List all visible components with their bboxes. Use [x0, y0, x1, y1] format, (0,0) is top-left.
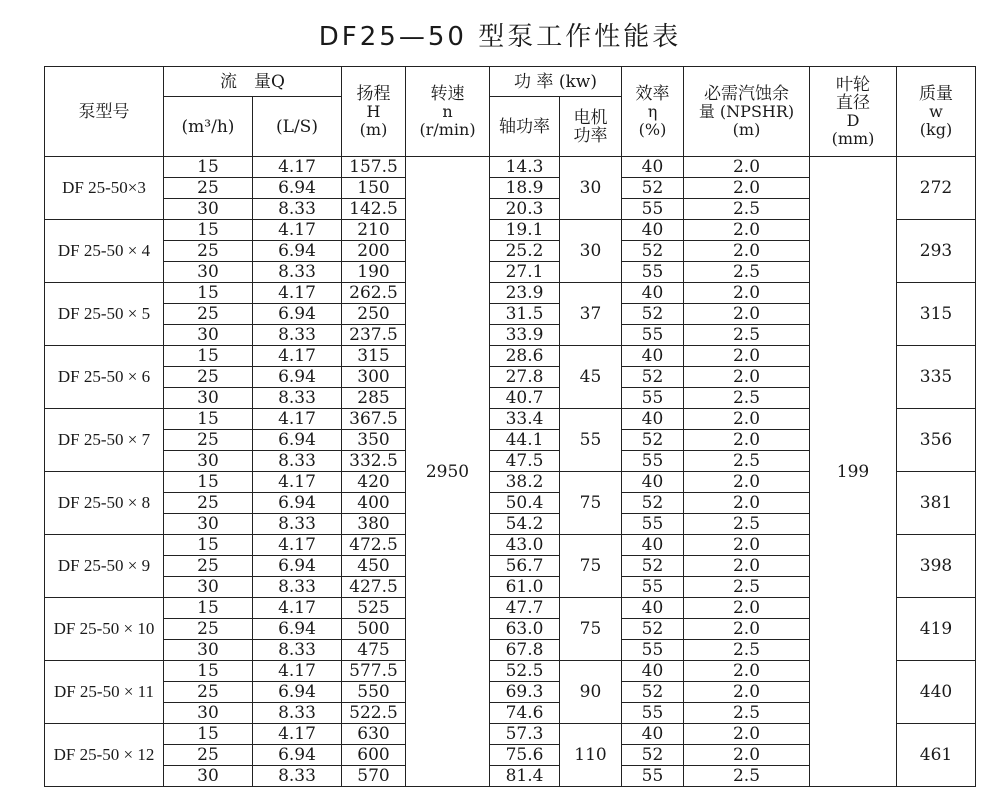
- head-cell: 150: [342, 178, 406, 199]
- npshr-cell: 2.0: [684, 724, 810, 745]
- npshr-cell: 2.0: [684, 556, 810, 577]
- shaft-power-cell: 61.0: [490, 577, 560, 598]
- flow-ls-cell: 8.33: [253, 199, 342, 220]
- header-impeller: [810, 67, 897, 157]
- npshr-cell: 2.0: [684, 472, 810, 493]
- flow-m3h-cell: 30: [164, 766, 253, 787]
- pump-model-cell: DF 25-50 × 6: [45, 346, 164, 409]
- flow-m3h-cell: 25: [164, 619, 253, 640]
- header-head-label: 扬程: [356, 83, 391, 104]
- head-cell: 630: [342, 724, 406, 745]
- motor-power-cell: 37: [560, 283, 622, 346]
- efficiency-cell: 40: [622, 409, 684, 430]
- mass-cell: 461: [897, 724, 976, 787]
- flow-ls-cell: 4.17: [253, 724, 342, 745]
- head-cell: 367.5: [342, 409, 406, 430]
- pump-model-cell: DF 25-50 × 7: [45, 409, 164, 472]
- header-head-symbol: H: [366, 101, 381, 121]
- shaft-power-cell: 23.9: [490, 283, 560, 304]
- mass-cell: 315: [897, 283, 976, 346]
- flow-ls-cell: 6.94: [253, 619, 342, 640]
- flow-ls-cell: 4.17: [253, 283, 342, 304]
- npshr-cell: 2.5: [684, 388, 810, 409]
- head-cell: 570: [342, 766, 406, 787]
- npshr-cell: 2.0: [684, 220, 810, 241]
- mass-cell: 381: [897, 472, 976, 535]
- flow-m3h-cell: 25: [164, 304, 253, 325]
- head-cell: 285: [342, 388, 406, 409]
- efficiency-cell: 40: [622, 535, 684, 556]
- npshr-cell: 2.0: [684, 283, 810, 304]
- head-cell: 420: [342, 472, 406, 493]
- head-cell: 210: [342, 220, 406, 241]
- flow-m3h-cell: 15: [164, 472, 253, 493]
- motor-power-cell: 90: [560, 661, 622, 724]
- head-cell: 475: [342, 640, 406, 661]
- header-shaft-power: 轴功率: [490, 97, 560, 157]
- header-mass: [897, 67, 976, 157]
- pump-model-cell: DF 25-50 × 10: [45, 598, 164, 661]
- shaft-power-cell: 38.2: [490, 472, 560, 493]
- efficiency-cell: 40: [622, 598, 684, 619]
- header-speed-unit: (r/min): [419, 119, 476, 139]
- flow-m3h-cell: 30: [164, 262, 253, 283]
- flow-m3h-cell: 15: [164, 661, 253, 682]
- flow-ls-cell: 8.33: [253, 262, 342, 283]
- pump-model-cell: DF 25-50×3: [45, 157, 164, 220]
- header-power: 功 率 (kw): [490, 67, 622, 97]
- head-cell: 200: [342, 241, 406, 262]
- table-body: [45, 157, 976, 787]
- motor-power-cell: 30: [560, 157, 622, 220]
- motor-power-cell: 75: [560, 472, 622, 535]
- header-head: [342, 67, 406, 157]
- flow-m3h-cell: 15: [164, 220, 253, 241]
- flow-m3h-cell: 25: [164, 241, 253, 262]
- header-motor-power: [560, 97, 622, 157]
- flow-ls-cell: 4.17: [253, 346, 342, 367]
- head-cell: 237.5: [342, 325, 406, 346]
- efficiency-cell: 52: [622, 745, 684, 766]
- shaft-power-cell: 50.4: [490, 493, 560, 514]
- head-cell: 262.5: [342, 283, 406, 304]
- efficiency-cell: 40: [622, 157, 684, 178]
- shaft-power-cell: 40.7: [490, 388, 560, 409]
- npshr-cell: 2.5: [684, 577, 810, 598]
- header-motor-line2: 功率: [573, 125, 608, 146]
- shaft-power-cell: 81.4: [490, 766, 560, 787]
- npshr-cell: 2.5: [684, 766, 810, 787]
- head-cell: 472.5: [342, 535, 406, 556]
- efficiency-cell: 52: [622, 493, 684, 514]
- head-cell: 332.5: [342, 451, 406, 472]
- shaft-power-cell: 33.9: [490, 325, 560, 346]
- npshr-cell: 2.0: [684, 409, 810, 430]
- flow-ls-cell: 4.17: [253, 598, 342, 619]
- flow-ls-cell: 4.17: [253, 220, 342, 241]
- flow-m3h-cell: 15: [164, 283, 253, 304]
- header-eff-label: 效率: [635, 83, 670, 104]
- shaft-power-cell: 67.8: [490, 640, 560, 661]
- shaft-power-cell: 27.8: [490, 367, 560, 388]
- shaft-power-cell: 25.2: [490, 241, 560, 262]
- head-cell: 500: [342, 619, 406, 640]
- flow-m3h-cell: 30: [164, 703, 253, 724]
- header-eff-symbol: η: [647, 101, 658, 121]
- table-row: [45, 157, 976, 178]
- flow-m3h-cell: 30: [164, 388, 253, 409]
- flow-ls-cell: 6.94: [253, 178, 342, 199]
- flow-ls-cell: 8.33: [253, 640, 342, 661]
- head-cell: 250: [342, 304, 406, 325]
- head-cell: 522.5: [342, 703, 406, 724]
- mass-cell: 356: [897, 409, 976, 472]
- head-cell: 600: [342, 745, 406, 766]
- shaft-power-cell: 27.1: [490, 262, 560, 283]
- head-cell: 315: [342, 346, 406, 367]
- flow-ls-cell: 8.33: [253, 514, 342, 535]
- flow-m3h-cell: 15: [164, 157, 253, 178]
- flow-ls-cell: 8.33: [253, 451, 342, 472]
- flow-ls-cell: 8.33: [253, 703, 342, 724]
- flow-ls-cell: 4.17: [253, 472, 342, 493]
- flow-ls-cell: 6.94: [253, 745, 342, 766]
- impeller-diameter-cell: 199: [810, 157, 897, 787]
- pump-model-cell: DF 25-50 × 12: [45, 724, 164, 787]
- header-npsh-unit: (m): [732, 119, 761, 139]
- head-cell: 450: [342, 556, 406, 577]
- speed-cell: 2950: [406, 157, 490, 787]
- head-cell: 427.5: [342, 577, 406, 598]
- shaft-power-cell: 44.1: [490, 430, 560, 451]
- motor-power-cell: 30: [560, 220, 622, 283]
- shaft-power-cell: 31.5: [490, 304, 560, 325]
- motor-power-cell: 75: [560, 535, 622, 598]
- pump-model-cell: DF 25-50 × 9: [45, 535, 164, 598]
- head-cell: 550: [342, 682, 406, 703]
- pump-model-cell: DF 25-50 × 5: [45, 283, 164, 346]
- shaft-power-cell: 75.6: [490, 745, 560, 766]
- flow-ls-cell: 6.94: [253, 682, 342, 703]
- npshr-cell: 2.0: [684, 745, 810, 766]
- efficiency-cell: 55: [622, 262, 684, 283]
- flow-m3h-cell: 15: [164, 409, 253, 430]
- npshr-cell: 2.0: [684, 598, 810, 619]
- flow-m3h-cell: 25: [164, 430, 253, 451]
- mass-cell: 440: [897, 661, 976, 724]
- shaft-power-cell: 47.5: [490, 451, 560, 472]
- flow-ls-cell: 4.17: [253, 157, 342, 178]
- pump-model-cell: DF 25-50 × 4: [45, 220, 164, 283]
- performance-table: [44, 66, 976, 787]
- flow-m3h-cell: 25: [164, 178, 253, 199]
- head-cell: 400: [342, 493, 406, 514]
- efficiency-cell: 52: [622, 241, 684, 262]
- page-title: DF25—50 型泵工作性能表: [318, 22, 682, 52]
- flow-m3h-cell: 25: [164, 367, 253, 388]
- head-cell: 142.5: [342, 199, 406, 220]
- header-impeller-unit: (mm): [831, 128, 875, 148]
- npshr-cell: 2.0: [684, 493, 810, 514]
- shaft-power-cell: 20.3: [490, 199, 560, 220]
- mass-cell: 398: [897, 535, 976, 598]
- flow-ls-cell: 4.17: [253, 535, 342, 556]
- efficiency-cell: 55: [622, 199, 684, 220]
- shaft-power-cell: 19.1: [490, 220, 560, 241]
- npshr-cell: 2.0: [684, 661, 810, 682]
- header-flow-m3h: (m³/h): [164, 97, 253, 157]
- header-motor-line1: 电机: [573, 107, 608, 128]
- efficiency-cell: 52: [622, 556, 684, 577]
- npshr-cell: 2.0: [684, 682, 810, 703]
- efficiency-cell: 40: [622, 346, 684, 367]
- flow-ls-cell: 4.17: [253, 409, 342, 430]
- shaft-power-cell: 14.3: [490, 157, 560, 178]
- flow-ls-cell: 6.94: [253, 556, 342, 577]
- shaft-power-cell: 74.6: [490, 703, 560, 724]
- npshr-cell: 2.0: [684, 178, 810, 199]
- flow-ls-cell: 8.33: [253, 766, 342, 787]
- header-mass-label: 质量: [919, 83, 953, 104]
- shaft-power-cell: 28.6: [490, 346, 560, 367]
- shaft-power-cell: 57.3: [490, 724, 560, 745]
- flow-m3h-cell: 15: [164, 724, 253, 745]
- efficiency-cell: 52: [622, 367, 684, 388]
- efficiency-cell: 55: [622, 325, 684, 346]
- head-cell: 300: [342, 367, 406, 388]
- flow-ls-cell: 6.94: [253, 493, 342, 514]
- header-flow: 流 量Q: [164, 67, 342, 97]
- flow-m3h-cell: 25: [164, 745, 253, 766]
- header-mass-unit: (kg): [919, 119, 953, 139]
- shaft-power-cell: 18.9: [490, 178, 560, 199]
- head-cell: 380: [342, 514, 406, 535]
- efficiency-cell: 40: [622, 661, 684, 682]
- header-impeller-symbol: D: [846, 110, 860, 130]
- flow-ls-cell: 8.33: [253, 325, 342, 346]
- efficiency-cell: 55: [622, 514, 684, 535]
- header-impeller-line1: 叶轮: [836, 74, 870, 95]
- efficiency-cell: 52: [622, 619, 684, 640]
- header-speed: [406, 67, 490, 157]
- npshr-cell: 2.0: [684, 619, 810, 640]
- header-npsh-line2: 量 (NPSHR): [698, 101, 795, 121]
- flow-m3h-cell: 25: [164, 682, 253, 703]
- header-speed-label: 转速: [430, 83, 465, 104]
- head-cell: 190: [342, 262, 406, 283]
- flow-m3h-cell: 15: [164, 346, 253, 367]
- efficiency-cell: 40: [622, 283, 684, 304]
- npshr-cell: 2.0: [684, 367, 810, 388]
- npshr-cell: 2.5: [684, 199, 810, 220]
- flow-m3h-cell: 15: [164, 598, 253, 619]
- flow-ls-cell: 6.94: [253, 304, 342, 325]
- motor-power-cell: 45: [560, 346, 622, 409]
- header-flow-ls: (L/S): [253, 97, 342, 157]
- flow-m3h-cell: 30: [164, 577, 253, 598]
- head-cell: 577.5: [342, 661, 406, 682]
- flow-m3h-cell: 25: [164, 493, 253, 514]
- npshr-cell: 2.5: [684, 451, 810, 472]
- shaft-power-cell: 52.5: [490, 661, 560, 682]
- flow-ls-cell: 6.94: [253, 241, 342, 262]
- efficiency-cell: 52: [622, 430, 684, 451]
- header-eff-unit: (%): [638, 119, 667, 139]
- npshr-cell: 2.0: [684, 304, 810, 325]
- efficiency-cell: 55: [622, 577, 684, 598]
- efficiency-cell: 52: [622, 304, 684, 325]
- shaft-power-cell: 56.7: [490, 556, 560, 577]
- mass-cell: 272: [897, 157, 976, 220]
- flow-ls-cell: 6.94: [253, 367, 342, 388]
- efficiency-cell: 52: [622, 178, 684, 199]
- efficiency-cell: 55: [622, 640, 684, 661]
- header-speed-symbol: n: [442, 101, 453, 121]
- efficiency-cell: 55: [622, 451, 684, 472]
- header-efficiency: [622, 67, 684, 157]
- flow-m3h-cell: 30: [164, 325, 253, 346]
- flow-m3h-cell: 15: [164, 535, 253, 556]
- header-impeller-line2: 直径: [836, 92, 870, 113]
- flow-ls-cell: 8.33: [253, 388, 342, 409]
- efficiency-cell: 40: [622, 724, 684, 745]
- flow-m3h-cell: 30: [164, 514, 253, 535]
- mass-cell: 293: [897, 220, 976, 283]
- flow-ls-cell: 6.94: [253, 430, 342, 451]
- flow-ls-cell: 4.17: [253, 661, 342, 682]
- shaft-power-cell: 47.7: [490, 598, 560, 619]
- header-npshr: [684, 67, 810, 157]
- header-mass-symbol: w: [929, 101, 943, 121]
- npshr-cell: 2.0: [684, 430, 810, 451]
- npshr-cell: 2.5: [684, 262, 810, 283]
- motor-power-cell: 75: [560, 598, 622, 661]
- flow-m3h-cell: 30: [164, 451, 253, 472]
- efficiency-cell: 55: [622, 766, 684, 787]
- head-cell: 157.5: [342, 157, 406, 178]
- header-head-unit: (m): [359, 119, 388, 139]
- mass-cell: 419: [897, 598, 976, 661]
- efficiency-cell: 55: [622, 703, 684, 724]
- flow-m3h-cell: 30: [164, 199, 253, 220]
- efficiency-cell: 52: [622, 682, 684, 703]
- npshr-cell: 2.5: [684, 640, 810, 661]
- pump-model-cell: DF 25-50 × 11: [45, 661, 164, 724]
- head-cell: 350: [342, 430, 406, 451]
- efficiency-cell: 40: [622, 220, 684, 241]
- head-cell: 525: [342, 598, 406, 619]
- mass-cell: 335: [897, 346, 976, 409]
- shaft-power-cell: 33.4: [490, 409, 560, 430]
- efficiency-cell: 40: [622, 472, 684, 493]
- npshr-cell: 2.5: [684, 325, 810, 346]
- pump-model-cell: DF 25-50 × 8: [45, 472, 164, 535]
- npshr-cell: 2.5: [684, 514, 810, 535]
- npshr-cell: 2.0: [684, 535, 810, 556]
- shaft-power-cell: 63.0: [490, 619, 560, 640]
- shaft-power-cell: 54.2: [490, 514, 560, 535]
- npshr-cell: 2.0: [684, 157, 810, 178]
- npshr-cell: 2.5: [684, 703, 810, 724]
- motor-power-cell: 55: [560, 409, 622, 472]
- npshr-cell: 2.0: [684, 346, 810, 367]
- shaft-power-cell: 43.0: [490, 535, 560, 556]
- npshr-cell: 2.0: [684, 241, 810, 262]
- header-npsh-line1: 必需汽蚀余: [704, 83, 789, 104]
- flow-ls-cell: 8.33: [253, 577, 342, 598]
- flow-m3h-cell: 25: [164, 556, 253, 577]
- shaft-power-cell: 69.3: [490, 682, 560, 703]
- flow-m3h-cell: 30: [164, 640, 253, 661]
- header-model: 泵型号: [45, 67, 164, 157]
- efficiency-cell: 55: [622, 388, 684, 409]
- motor-power-cell: 110: [560, 724, 622, 787]
